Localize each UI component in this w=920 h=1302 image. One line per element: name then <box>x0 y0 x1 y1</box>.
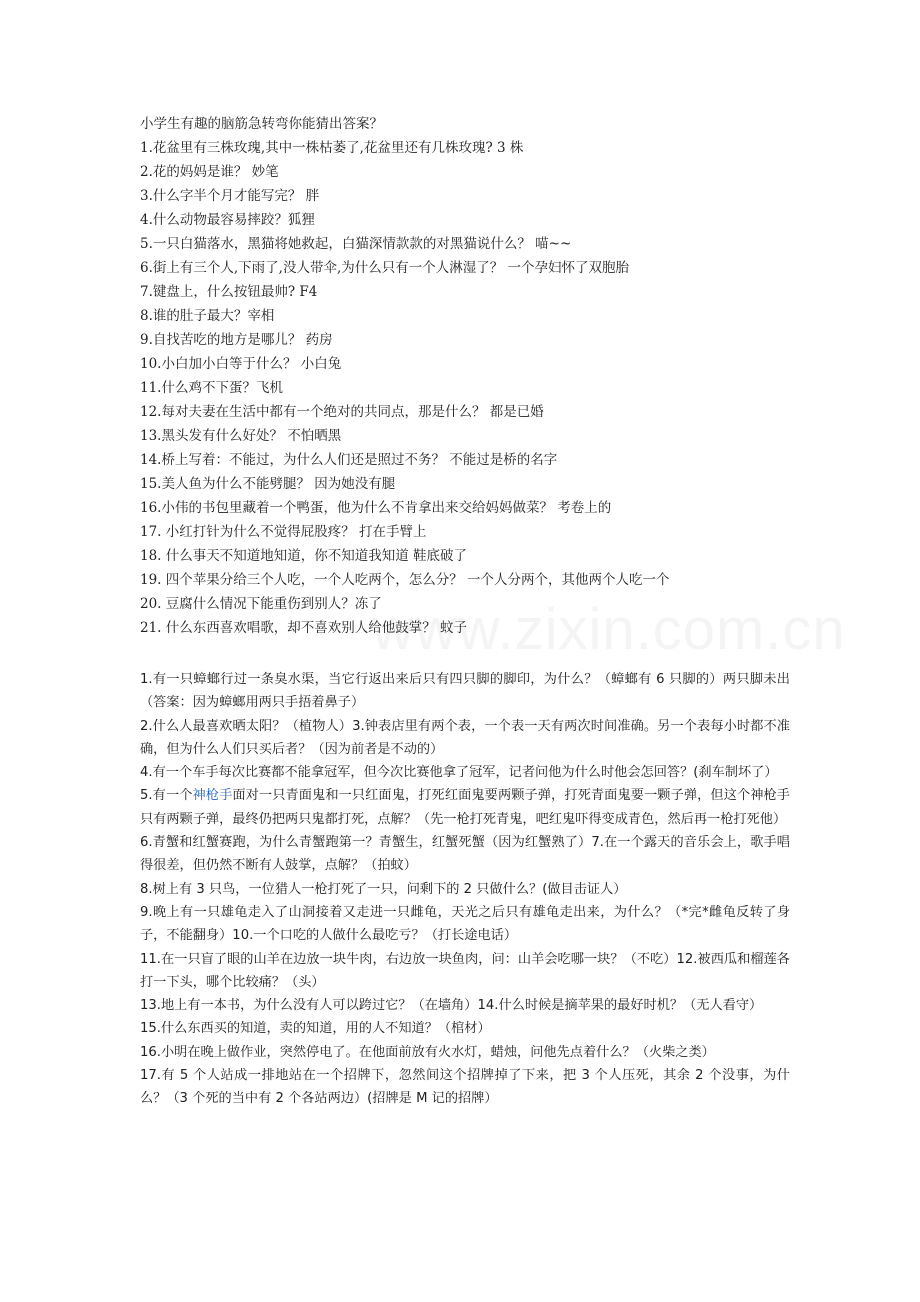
riddle-line: 20. 豆腐什么情况下能重伤到别人？冻了 <box>140 596 382 612</box>
riddle-line: 3.什么字半个月才能写完？ 胖 <box>140 188 320 204</box>
riddle-paragraph: 1.有一只蟑螂行过一条臭水渠，当它行返出来后只有四只脚的脚印，为什么？（蟑螂有 6 只脚的）两只脚未出（答案：因为蟑螂用两只手捂着鼻子） <box>140 672 790 711</box>
watermark: www.zixin.com.cn <box>372 597 846 662</box>
riddle-line: 9.自找苦吃的地方是哪儿？ 药房 <box>140 332 333 348</box>
riddle-line: 14.桥上写着：不能过，为什么人们还是照过不务？ 不能过是桥的名字 <box>140 452 558 468</box>
paragraph-text: 5.有一个 <box>140 788 193 804</box>
riddle-paragraph: 8.树上有 3 只鸟，一位猎人一枪打死了一只，问剩下的 2 只做什么？(做目击证人） <box>140 881 627 897</box>
riddle-paragraph: 15.什么东西买的知道，卖的知道，用的人不知道？（棺材） <box>140 1021 491 1037</box>
riddle-paragraph: 17.有 5 个人站成一排地站在一个招牌下，忽然间这个招牌掉了下来，把 3 个人压死，其余 2 个没事，为什么？（3 个死的当中有 2 个各站两边）(招牌是 M 记的招牌） <box>140 1068 790 1107</box>
riddle-line: 10.小白加小白等于什么？ 小白兔 <box>140 356 342 372</box>
riddle-paragraph-section <box>140 668 790 1111</box>
riddle-list-section <box>140 112 800 640</box>
riddle-paragraph: 2.什么人最喜欢晒太阳？（植物人）3.钟表店里有两个表，一个表一天有两次时间准确。另一个表每小时都不准确，但为什么人们只买后者？（因为前者是不动的） <box>140 718 790 757</box>
riddle-line: 19. 四个苹果分给三个人吃，一个人吃两个，怎么分？ 一个人分两个，其他两个人吃一个 <box>140 572 670 588</box>
riddle-line: 6.街上有三个人,下雨了,没人带伞,为什么只有一个人淋湿了？ 一个孕妇怀了双胞胎 <box>140 260 630 276</box>
riddle-paragraph: 4.有一个车手每次比赛都不能拿冠军，但今次比赛他拿了冠军，记者问他为什么时他会怎回答？(刹车制坏了） <box>140 765 778 781</box>
riddle-line: 13.黑头发有什么好处？ 不怕晒黑 <box>140 428 342 444</box>
riddle-paragraph: 6.青蟹和红蟹赛跑，为什么青蟹跑第一？青蟹生，红蟹死蟹（因为红蟹熟了）7.在一个露天的音乐会上，歌手唱得很差，但仍然不断有人鼓掌，点解？（拍蚊） <box>140 835 790 874</box>
riddle-paragraph: 11.在一只盲了眼的山羊在边放一块牛肉，右边放一块鱼肉，问：山羊会吃哪一块？（不吃）12.被西瓜和榴莲各打一下头，哪个比较痛？（头） <box>140 951 790 990</box>
section-title: 小学生有趣的脑筋急转弯你能猜出答案？ <box>140 116 383 132</box>
riddle-line: 17. 小红打针为什么不觉得屁股疼？ 打在手臂上 <box>140 524 427 540</box>
riddle-paragraph: 9.晚上有一只雄龟走入了山洞接着又走进一只雌龟，天光之后只有雄龟走出来，为什么？（*完*雌龟反转了身子，不能翻身）10.一个口吃的人做什么最吃亏？（打长途电话） <box>140 904 790 944</box>
riddle-paragraph: 13.地上有一本书，为什么没有人可以跨过它？（在墙角）14.什么时候是摘苹果的最好时机？（无人看守） <box>140 998 763 1014</box>
riddle-line: 5.一只白猫落水，黑猫将她救起，白猫深情款款的对黑猫说什么？ 喵~~ <box>140 236 572 252</box>
riddle-line: 4.什么动物最容易摔跤？狐狸 <box>140 212 315 228</box>
riddle-line: 12.每对夫妻在生活中都有一个绝对的共同点，那是什么？ 都是已婚 <box>140 404 544 420</box>
riddle-line: 1.花盆里有三株玫瑰,其中一株枯萎了,花盆里还有几株玫瑰? 3 株 <box>140 140 524 156</box>
riddle-line: 8.谁的肚子最大？宰相 <box>140 308 275 324</box>
riddle-line: 2.花的妈妈是谁？ 妙笔 <box>140 164 279 180</box>
riddle-line: 11.什么鸡不下蛋？飞机 <box>140 380 283 396</box>
riddle-paragraph: 16.小明在晚上做作业，突然停电了。在他面前放有火水灯，蜡烛，问他先点着什么？（火柴之类） <box>140 1044 715 1060</box>
riddle-line: 18. 什么事天不知道地知道，你不知道我知道 鞋底破了 <box>140 548 468 564</box>
riddle-line: 21. 什么东西喜欢唱歌，却不喜欢别人给他鼓掌？ 蚊子 <box>140 620 468 636</box>
riddle-line: 15.美人鱼为什么不能劈腿？ 因为她没有腿 <box>140 476 396 492</box>
riddle-line: 16.小伟的书包里藏着一个鸭蛋，他为什么不肯拿出来交给妈妈做菜？ 考卷上的 <box>140 500 612 516</box>
riddle-line: 7.键盘上，什么按钮最帅? F4 <box>140 284 318 300</box>
paragraph-text: 面对一只青面鬼和一只红面鬼，打死红面鬼要两颗子弹，打死青面鬼要一颗子弹，但这个神枪手只有两颗子弹，最终仍把两只鬼都打死，点解？（先一枪打死青鬼，吧红鬼吓得变成青色，然后再一枪打死他） <box>140 788 790 827</box>
riddle-paragraph <box>140 784 790 831</box>
sharpshooter-link[interactable]: 神枪手 <box>192 788 233 804</box>
